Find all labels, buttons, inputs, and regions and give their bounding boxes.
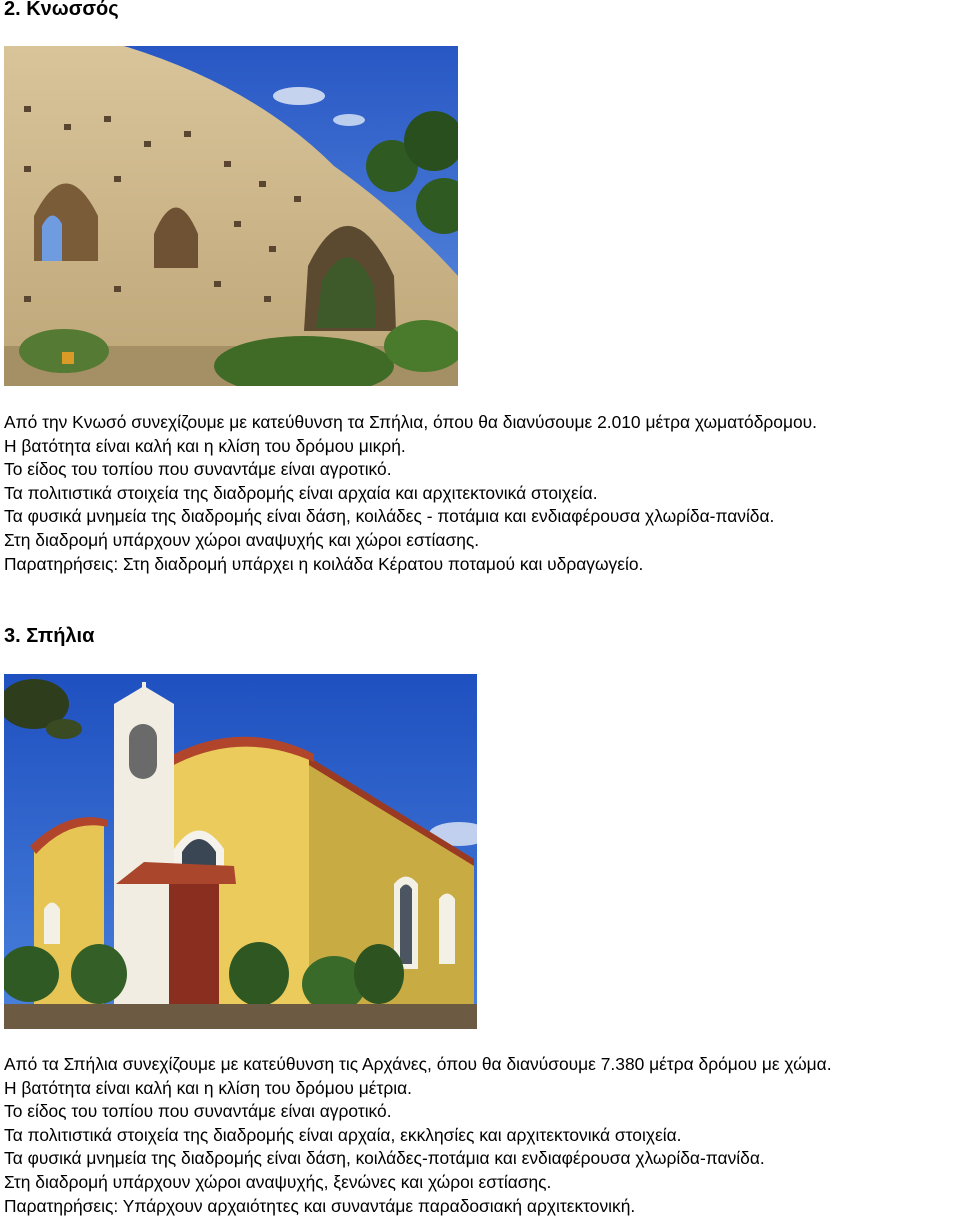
text-line: Η βατότητα είναι καλή και η κλίση του δρόμου μέτρια. xyxy=(4,1077,413,1098)
text-line: Τα φυσικά μνημεία της διαδρομής είναι δάση, κοιλάδες - ποτάμια και ενδιαφέρουσα χλωρίδα-πανίδα. xyxy=(4,506,775,527)
text-line: Τα πολιτιστικά στοιχεία της διαδρομής είναι αρχαία, εκκλησίες και αρχιτεκτονικά στοιχεία. xyxy=(4,1124,682,1145)
section-text-knossos xyxy=(4,411,960,576)
text-line: Τα φυσικά μνημεία της διαδρομής είναι δάση, κοιλάδες-ποτάμια και ενδιαφέρουσα χλωρίδα-πανίδα. xyxy=(4,1148,765,1169)
aqueduct-photo xyxy=(4,46,458,386)
text-line: Στη διαδρομή υπάρχουν χώροι αναψυχής, ξενώνες και χώροι εστίασης. xyxy=(4,1171,552,1192)
section-heading-spilia: 3. Σπήλια xyxy=(4,625,95,647)
church-photo xyxy=(4,674,477,1029)
text-line: Στη διαδρομή υπάρχουν χώροι αναψυχής και χώροι εστίασης. xyxy=(4,529,480,550)
text-line: Το είδος του τοπίου που συναντάμε είναι αγροτικό. xyxy=(4,1101,392,1122)
text-line: Το είδος του τοπίου που συναντάμε είναι αγροτικό. xyxy=(4,459,392,480)
section-text-spilia xyxy=(4,1053,960,1218)
text-line: Από τα Σπήλια συνεχίζουμε με κατεύθυνση τις Αρχάνες, όπου θα διανύσουμε 7.380 μέτρα δρόμου με χώμα. xyxy=(4,1054,832,1074)
text-line: Τα πολιτιστικά στοιχεία της διαδρομής είναι αρχαία και αρχιτεκτονικά στοιχεία. xyxy=(4,482,598,503)
text-line: Παρατηρήσεις: Στη διαδρομή υπάρχει η κοιλάδα Κέρατου ποταμού και υδραγωγείο. xyxy=(4,553,644,574)
text-line: Η βατότητα είναι καλή και η κλίση του δρόμου μικρή. xyxy=(4,435,406,456)
section-heading-knossos: 2. Κνωσσός xyxy=(4,0,119,20)
text-line: Από την Κνωσό συνεχίζουμε με κατεύθυνση τα Σπήλια, όπου θα διανύσουμε 2.010 μέτρα χωματόδρομου. xyxy=(4,412,817,432)
text-line: Παρατηρήσεις: Υπάρχουν αρχαιότητες και συναντάμε παραδοσιακή αρχιτεκτονική. xyxy=(4,1195,636,1216)
